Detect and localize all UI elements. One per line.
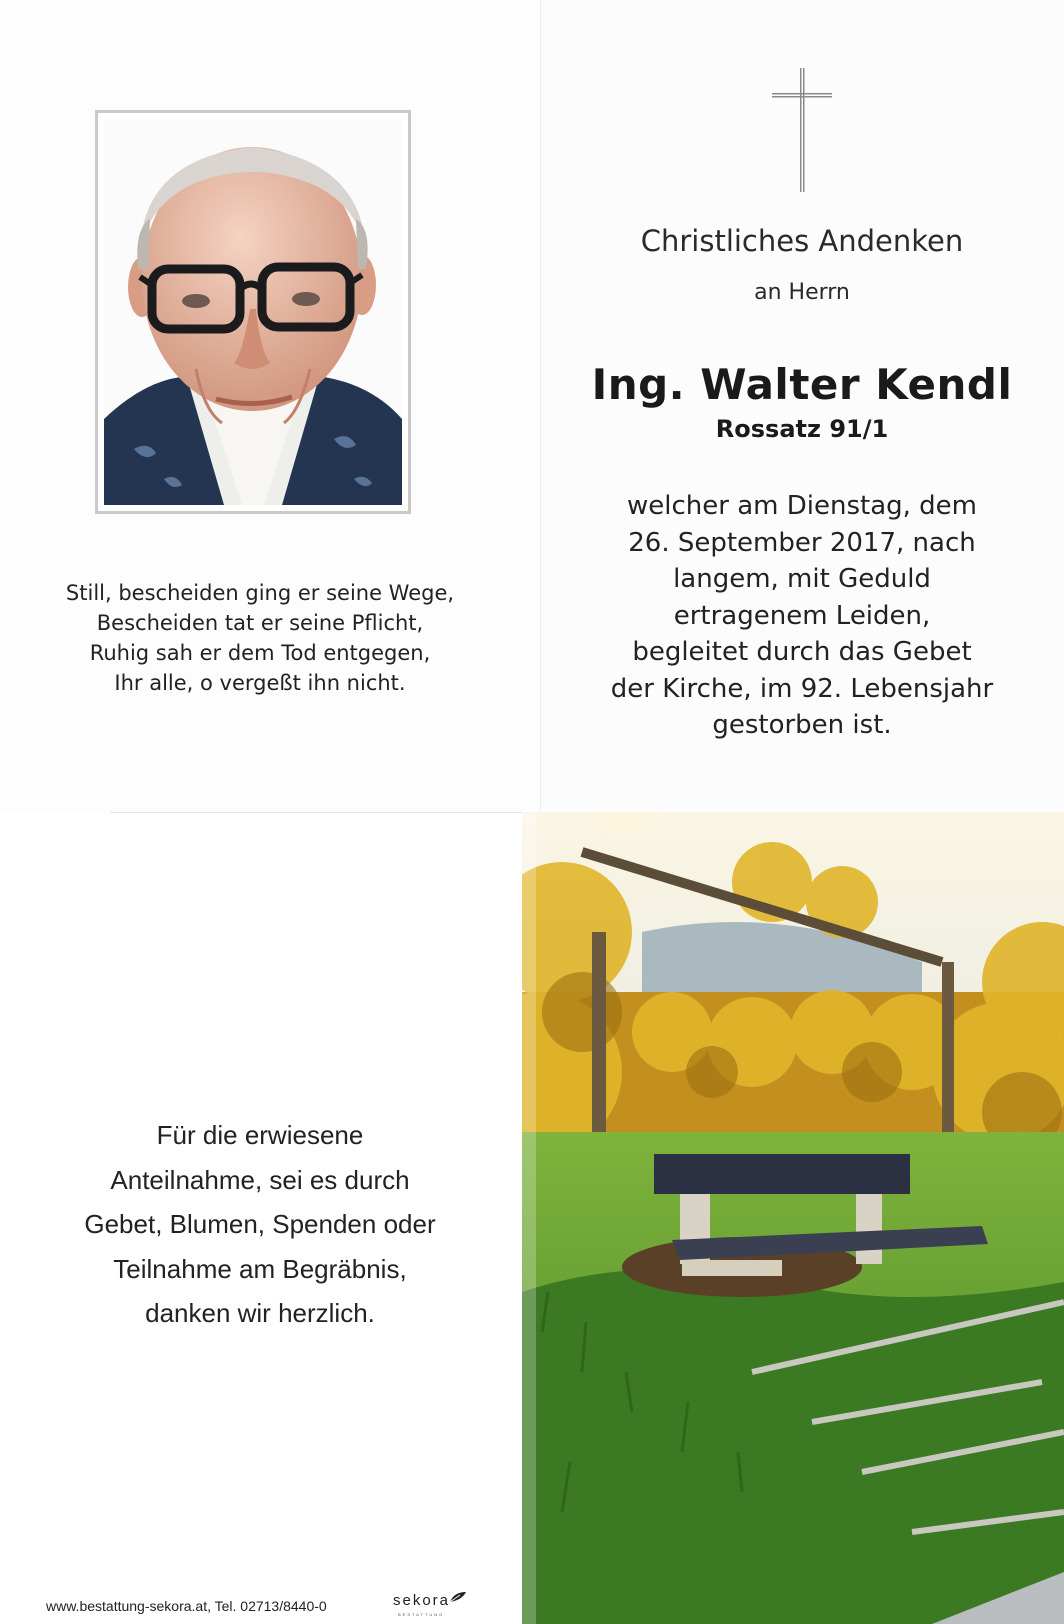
vineyard-bench-image — [522, 812, 1064, 1624]
thanks-line: Anteilnahme, sei es durch — [110, 1164, 410, 1195]
obituary-line: der Kirche, im 92. Lebensjahr — [610, 673, 994, 704]
thanks-text — [20, 1113, 500, 1336]
portrait-frame — [95, 110, 411, 514]
portrait-photo — [104, 119, 402, 505]
obituary-line: welcher am Dienstag, dem — [627, 491, 977, 521]
poem-line: Ruhig sah er dem Tod entgegen, — [89, 641, 431, 665]
thanks-line: Teilnahme am Begräbnis, — [113, 1253, 407, 1284]
obituary-line: begleitet durch das Gebet — [632, 637, 972, 667]
deceased-address: Rossatz 91/1 — [715, 415, 889, 443]
obituary-text — [560, 488, 1044, 744]
funeral-home-logo-subtitle: BESTATTUNG — [398, 1612, 445, 1617]
poem-line: Bescheiden tat er seine Pflicht, — [96, 611, 424, 635]
memorial-title: Christliches Andenken — [640, 224, 964, 258]
funeral-home-contact: www.bestattung-sekora.at, Tel. 02713/8440-0 — [46, 1598, 327, 1614]
cross-icon — [770, 66, 834, 194]
thanks-line: danken wir herzlich. — [145, 1298, 375, 1328]
vineyard-bench-photo — [522, 812, 1064, 1624]
poem-line: Still, bescheiden ging er seine Wege, — [65, 581, 455, 605]
leaf-icon — [448, 1590, 468, 1604]
poem — [20, 578, 500, 698]
thanks-line: Gebet, Blumen, Spenden oder — [84, 1209, 436, 1239]
deceased-name: Ing. Walter Kendl — [591, 360, 1013, 409]
obituary-line: langem, mit Geduld — [673, 564, 931, 594]
funeral-home-logo: sekora — [393, 1592, 451, 1609]
poem-line: Ihr alle, o vergeßt ihn nicht. — [114, 671, 406, 695]
thanks-line: Für die erwiesene — [156, 1120, 364, 1150]
obituary-line: ertragenem Leiden, — [673, 600, 931, 631]
obituary-line: gestorben ist. — [712, 710, 892, 740]
obituary-line: 26. September 2017, nach — [628, 527, 976, 558]
memorial-subtitle: an Herrn — [754, 280, 850, 305]
